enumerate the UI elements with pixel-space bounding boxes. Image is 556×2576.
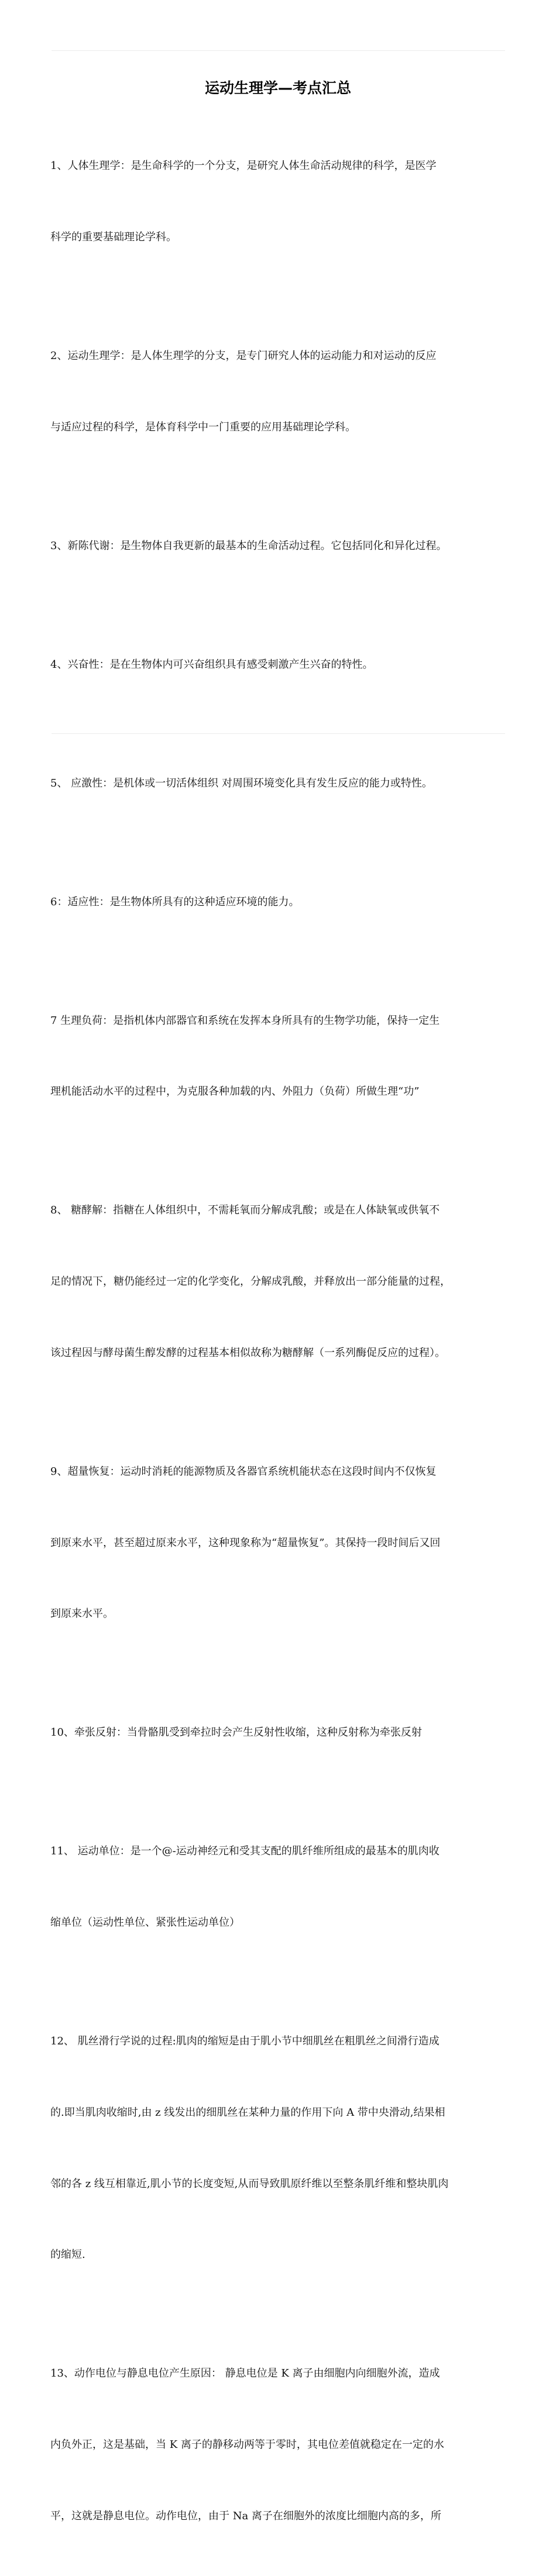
text-line: 缩单位（运动性单位、紧张性运动单位） <box>50 1916 240 1929</box>
document-body <box>50 107 513 2576</box>
text-line: 12、 肌丝滑行学说的过程:肌肉的缩短是由于肌小节中细肌丝在粗肌丝之间滑行造成 <box>50 2035 440 2048</box>
text-line: 13、动作电位与静息电位产生原因： 静息电位是 K 离子由细胞内向细胞外流，造成 <box>50 2367 440 2380</box>
text-line: 3、新陈代谢：是生物体自我更新的最基本的生命活动过程。它包括同化和异化过程。 <box>50 539 447 552</box>
bottom-divider <box>52 733 505 734</box>
text-line: 4、兴奋性：是在生物体内可兴奋组织具有感受刺激产生兴奋的特性。 <box>50 658 373 671</box>
paragraph-11 <box>50 1792 513 1982</box>
text-line: 11、 运动单位：是一个@-运动神经元和受其支配的肌纤维所组成的最基本的肌肉收 <box>50 1845 440 1858</box>
text-line: 到原来水平。 <box>50 1608 114 1620</box>
text-line: 1、人体生理学：是生命科学的一个分支，是研究人体生命活动规律的科学，是医学 <box>50 160 437 173</box>
text-line: 10、牵张反射：当骨骼肌受到牵拉时会产生反射性收缩，这种反射称为牵张反射 <box>50 1726 422 1739</box>
text-line: 2、运动生理学：是人体生理学的分支，是专门研究人体的运动能力和对运动的反应 <box>50 349 437 362</box>
paragraph-6 <box>50 843 513 961</box>
paragraph-10 <box>50 1674 513 1792</box>
text-line: 平，这就是静息电位。动作电位，由于 Na 离子在细胞外的浓度比细胞内高的多，所 <box>50 2509 441 2522</box>
paragraph-5 <box>50 724 513 843</box>
text-line: 8、 糖酵解：指糖在人体组织中，不需耗氧而分解成乳酸；或是在人体缺氧或供氧不 <box>50 1204 440 1217</box>
text-line: 的缩短. <box>50 2249 85 2261</box>
paragraph-4 <box>50 605 513 724</box>
text-line: 7 生理负荷：是指机体内部器官和系统在发挥本身所具有的生物学功能，保持一定生 <box>50 1014 440 1027</box>
text-line: 理机能活动水平的过程中，为克服各种加载的内、外阻力（负荷）所做生理“功” <box>50 1085 420 1098</box>
text-line: 的.即当肌肉收缩时,由 z 线发出的细肌丝在某种力量的作用下向 A 带中央滑动,结果相 <box>50 2106 445 2119</box>
text-line: 足的情况下，糖仍能经过一定的化学变化，分解成乳酸，并释放出一部分能量的过程， <box>50 1275 451 1288</box>
text-line: 5、 应激性：是机体或一切活体组织 对周围环境变化具有发生反应的能力或特性。 <box>50 777 433 789</box>
paragraph-3 <box>50 487 513 606</box>
paragraph-12 <box>50 1982 513 2315</box>
text-line: 到原来水平，甚至超过原来水平，这种现象称为“超量恢复”。其保持一段时间后又回 <box>50 1536 441 1549</box>
text-line: 与适应过程的科学，是体育科学中一门重要的应用基础理论学科。 <box>50 420 356 433</box>
top-divider <box>52 50 505 51</box>
paragraph-9 <box>50 1413 513 1674</box>
page-title: 运动生理学—考点汇总 <box>204 79 351 96</box>
text-line: 该过程因与酵母菌生醇发酵的过程基本相似故称为糖酵解（一系列酶促反应的过程）。 <box>50 1346 445 1359</box>
paragraph-2 <box>50 297 513 487</box>
paragraph-8 <box>50 1151 513 1413</box>
paragraph-1 <box>50 107 513 297</box>
text-line: 科学的重要基础理论学科。 <box>50 230 177 243</box>
text-line: 6：适应性：是生物体所具有的这种适应环境的能力。 <box>50 895 300 908</box>
text-line: 邻的各 z 线互相靠近,肌小节的长度变短,从而导致肌原纤维以至整条肌纤维和整块肌肉 <box>50 2177 449 2190</box>
text-line: 内负外正，这是基础，当 K 离子的静移动两等于零时，其电位差值就稳定在一定的水 <box>50 2439 444 2451</box>
text-line: 9、超量恢复：运动时消耗的能源物质及各器官系统机能状态在这段时间内不仅恢复 <box>50 1465 437 1478</box>
paragraph-13 <box>50 2315 513 2576</box>
paragraph-7 <box>50 961 513 1151</box>
